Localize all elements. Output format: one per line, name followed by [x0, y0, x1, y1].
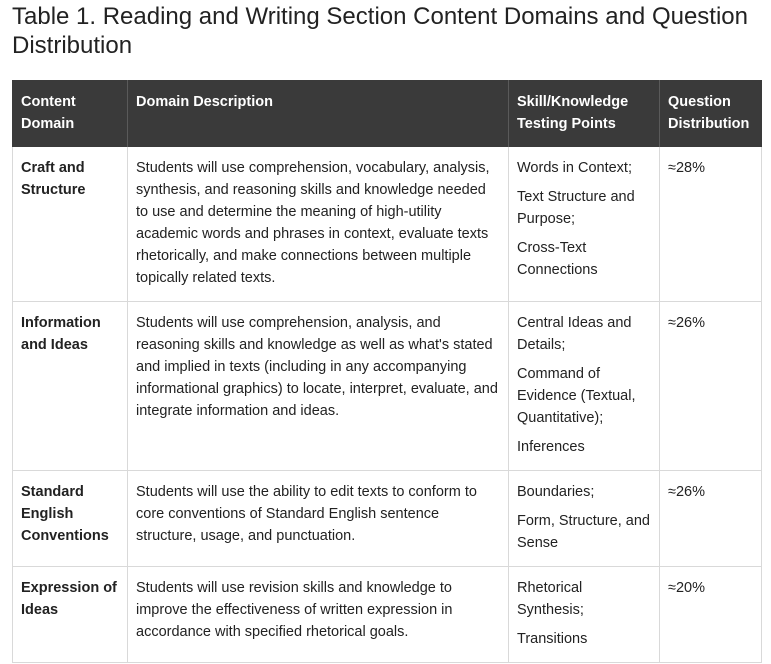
cell-skills	[509, 471, 660, 567]
skill-item: Boundaries;	[517, 484, 595, 500]
skill-item: Central Ideas and Details;	[517, 315, 632, 353]
cell-description: Students will use revision skills and knowledge to improve the effectiveness of written expression in accordance with specified rhetorical goals.	[128, 567, 509, 663]
cell-distribution: ≈20%	[660, 567, 762, 663]
skill-item: Rhetorical Synthesis;	[517, 580, 584, 618]
cell-description: Students will use the ability to edit texts to conform to core conventions of Standard English sentence structure, usage, and punctuation.	[128, 471, 509, 567]
skill-item: Words in Context;	[517, 160, 632, 176]
skill-item: Text Structure and Purpose;	[517, 189, 635, 227]
page-title: Table 1. Reading and Writing Section Content Domains and Question Distribution	[12, 3, 748, 59]
header-skill-testing-points: Skill/Knowledge Testing Points	[509, 80, 660, 147]
cell-description: Students will use comprehension, analysis, and reasoning skills and knowledge as well as what's stated and implied in texts (including in any accompanying informational graphics) to locate, interpret, evaluate, and integrate information and ideas.	[128, 302, 509, 471]
cell-description: Students will use comprehension, vocabulary, analysis, synthesis, and reasoning skills and knowledge needed to use and determine the meaning of high-utility academic words and phrases in context, evaluate texts rhetorically, and make connections between multiple topically related texts.	[128, 147, 509, 302]
header-question-distribution: Question Distribution	[660, 80, 762, 147]
cell-skills	[509, 567, 660, 663]
table-row	[13, 471, 762, 567]
table-row	[13, 302, 762, 471]
table-header-row	[13, 80, 762, 147]
cell-domain: Standard English Conventions	[13, 471, 128, 567]
header-domain-description: Domain Description	[128, 80, 509, 147]
cell-domain: Information and Ideas	[13, 302, 128, 471]
header-content-domain: Content Domain	[13, 80, 128, 147]
content-domains-table	[12, 80, 762, 663]
skill-item: Command of Evidence (Textual, Quantitative);	[517, 366, 636, 426]
cell-domain: Craft and Structure	[13, 147, 128, 302]
table-row	[13, 147, 762, 302]
cell-skills	[509, 147, 660, 302]
skill-item: Form, Structure, and Sense	[517, 513, 650, 551]
cell-skills	[509, 302, 660, 471]
table-row	[13, 567, 762, 663]
skill-item: Inferences	[517, 439, 585, 455]
cell-distribution: ≈28%	[660, 147, 762, 302]
skill-item: Transitions	[517, 631, 588, 647]
cell-distribution: ≈26%	[660, 471, 762, 567]
cell-domain: Expression of Ideas	[13, 567, 128, 663]
cell-distribution: ≈26%	[660, 302, 762, 471]
skill-item: Cross-Text Connections	[517, 240, 598, 278]
